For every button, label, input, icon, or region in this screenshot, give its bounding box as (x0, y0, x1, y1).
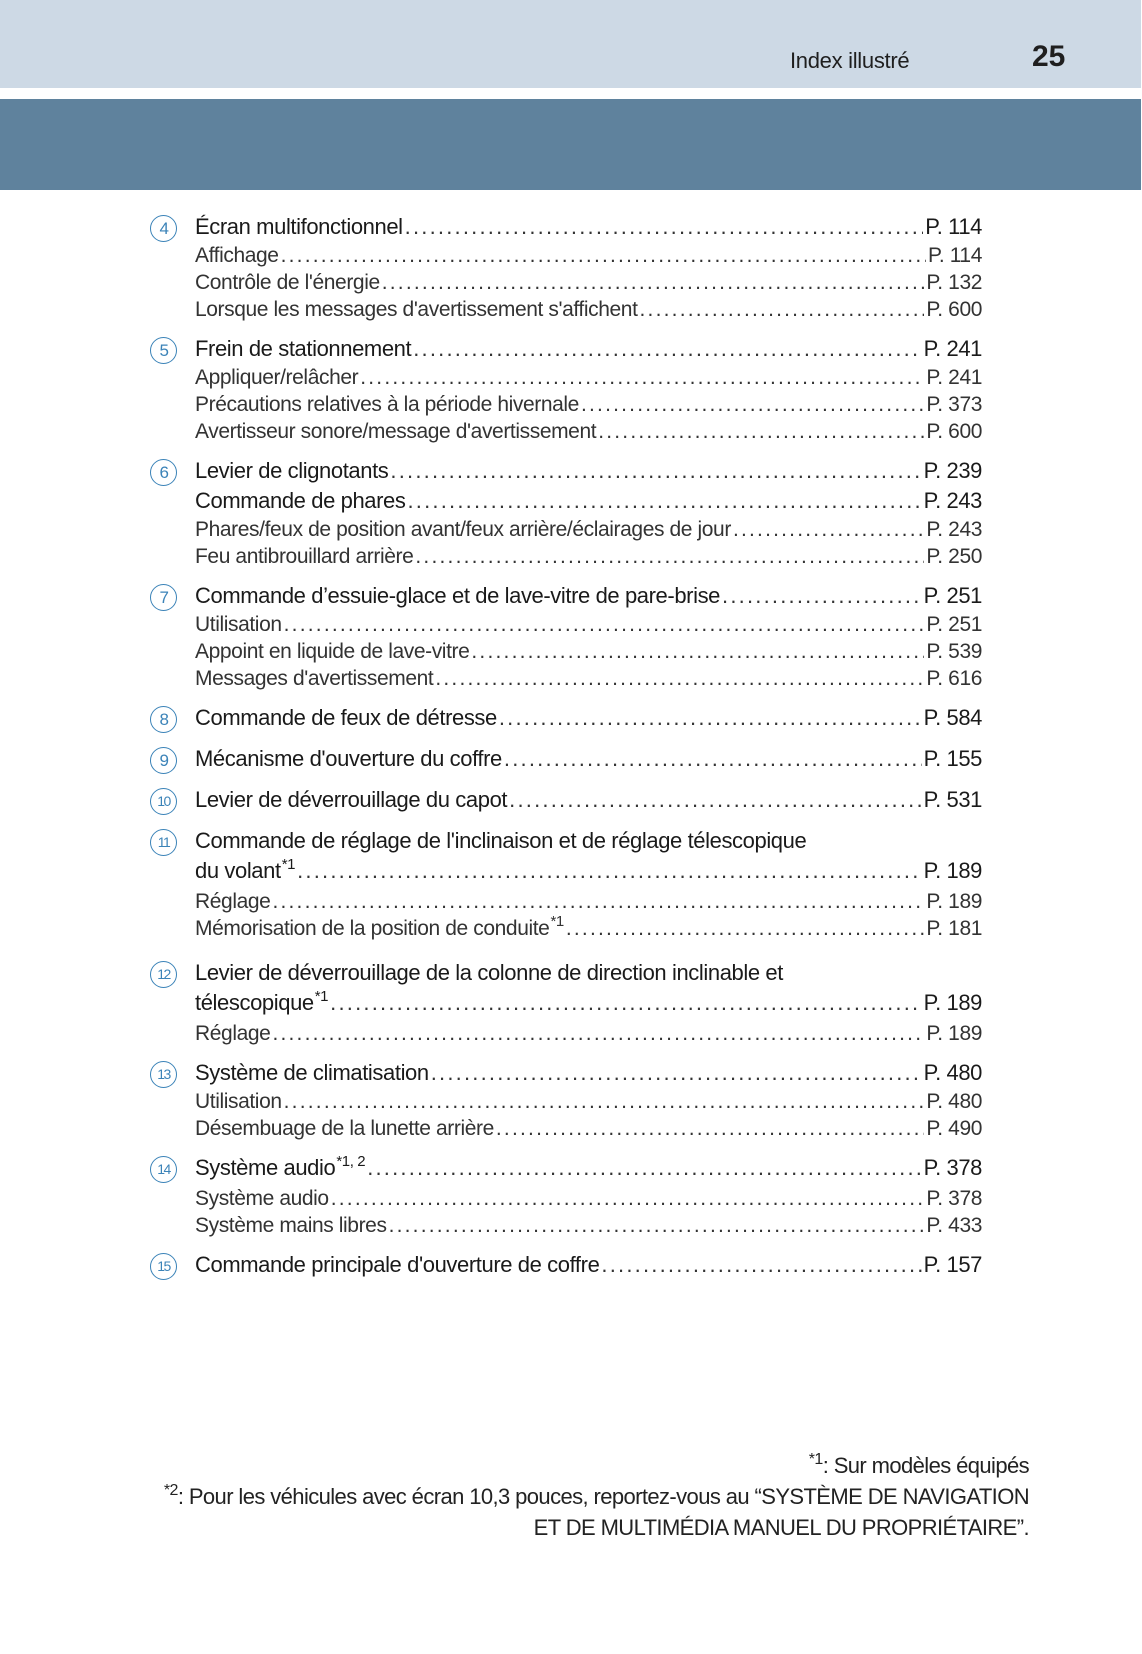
page-reference-link[interactable]: P. 189 (923, 858, 982, 883)
header-band (0, 0, 1141, 88)
page-reference-link[interactable]: P. 157 (923, 1252, 982, 1277)
dot-leader (382, 269, 925, 296)
entry-row[interactable] (195, 486, 982, 516)
sub-entry-label (195, 418, 596, 445)
footnotes (164, 1450, 1029, 1543)
label-text: Système audio (195, 1155, 336, 1180)
entry-row[interactable] (195, 1058, 982, 1088)
dot-leader (496, 1115, 925, 1142)
dot-leader (640, 296, 925, 323)
sub-entry-row[interactable] (195, 364, 982, 391)
footnote-line (164, 1450, 1029, 1481)
label-text: Feu antibrouillard arrière (195, 545, 414, 568)
dot-leader (284, 611, 925, 638)
sub-entry-label (195, 269, 380, 296)
index-entry (0, 958, 982, 1047)
label-text: télescopique (195, 990, 314, 1015)
page-reference-link[interactable]: P. 600 (926, 420, 982, 443)
page-reference-link[interactable]: P. 239 (923, 458, 982, 483)
entry-row[interactable] (195, 1250, 982, 1280)
entry-label (195, 1153, 365, 1183)
label-text: Affichage (195, 244, 279, 267)
number-circle-icon: 10 (150, 788, 177, 815)
number-circle-icon: 4 (150, 215, 177, 242)
entry-label (195, 744, 502, 774)
page-reference-link[interactable]: P. 539 (926, 640, 982, 663)
label-text: Commande de feux de détresse (195, 705, 497, 730)
number-circle-icon: 6 (150, 459, 177, 486)
label-text: Système audio (195, 1187, 329, 1210)
index-entry (0, 456, 982, 570)
entry-row[interactable] (195, 212, 982, 242)
number-circle-icon: 7 (150, 584, 177, 611)
page-reference-link[interactable]: P. 114 (927, 244, 982, 267)
dot-leader (581, 391, 924, 418)
entry-title-line: Levier de déverrouillage de la colonne de direction inclinable et (195, 960, 783, 985)
sub-entry-label (195, 516, 731, 543)
sub-entry-row[interactable] (195, 888, 982, 915)
label-text: Mémorisation de la position de conduite (195, 917, 550, 940)
page-reference-link[interactable]: P. 480 (923, 1060, 982, 1085)
footnote-mark: *1 (808, 1451, 823, 1468)
sub-entry-row[interactable] (195, 1185, 982, 1212)
entry-row[interactable] (195, 785, 982, 815)
sub-entry-row[interactable] (195, 391, 982, 418)
label-text: Avertisseur sonore/message d'avertissement (195, 420, 597, 443)
entry-row[interactable] (195, 334, 982, 364)
page-reference-link[interactable]: P. 250 (926, 545, 982, 568)
dot-leader (284, 1088, 925, 1115)
dot-leader (598, 418, 924, 445)
number-circle-icon: 14 (150, 1156, 177, 1183)
footnote-marker: *1 (550, 915, 564, 930)
page-reference-link[interactable]: P. 433 (926, 1214, 982, 1237)
sub-entry-row[interactable] (195, 1115, 982, 1142)
page-number: 25 (1032, 40, 1066, 73)
number-circle-icon: 13 (150, 1061, 177, 1088)
label-text: Contrôle de l'énergie (195, 271, 380, 294)
entry-label (195, 988, 328, 1018)
index-entry (0, 1250, 982, 1280)
entry-label (195, 1250, 599, 1280)
sub-entry-row[interactable] (195, 611, 982, 638)
page-reference-link[interactable]: P. 584 (923, 705, 982, 730)
index-entry (0, 212, 982, 323)
sub-entry-label (195, 888, 270, 915)
sub-entry-row[interactable] (195, 665, 982, 692)
label-text: Système mains libres (195, 1214, 387, 1237)
sub-entry-label (195, 1115, 494, 1142)
sub-entry-label (195, 296, 638, 323)
footnote-marker: *1 (314, 988, 329, 1005)
entry-label (195, 703, 497, 733)
page-reference-link[interactable]: P. 181 (926, 917, 982, 940)
dot-leader (297, 856, 922, 886)
index-entry (0, 744, 982, 774)
page-reference-link[interactable]: P. 189 (926, 890, 982, 913)
illustrated-index-list (0, 212, 1142, 1291)
dot-leader (272, 1020, 924, 1047)
sub-entry-label (195, 391, 579, 418)
dot-leader (435, 665, 924, 692)
page-reference-link[interactable]: P. 189 (926, 1022, 982, 1045)
entry-title-line: Commande de réglage de l'inclinaison et de réglage télescopique (195, 828, 807, 853)
index-entry (0, 1153, 982, 1239)
sub-entry-row[interactable] (195, 1088, 982, 1115)
dot-leader (331, 1185, 925, 1212)
sub-entry-row[interactable] (195, 1212, 982, 1239)
number-circle-icon: 5 (150, 337, 177, 364)
label-text: Messages d'avertissement (195, 667, 434, 690)
footnote-line (164, 1512, 1029, 1543)
sub-entry-row[interactable] (195, 915, 982, 947)
dot-leader (504, 744, 922, 774)
dot-leader (733, 516, 924, 543)
sub-entry-row[interactable] (195, 1020, 982, 1047)
index-entry (0, 1058, 982, 1142)
entry-label (195, 1058, 429, 1088)
dot-leader (389, 1212, 925, 1239)
footnote-text: : Sur modèles équipés (822, 1453, 1029, 1478)
page-reference-link[interactable]: P. 251 (926, 613, 982, 636)
sub-entry-row[interactable] (195, 242, 982, 269)
header-dark-band (0, 99, 1141, 190)
entry-row[interactable] (195, 856, 982, 888)
page-reference-link[interactable]: P. 243 (923, 488, 982, 513)
label-text: Levier de clignotants (195, 458, 389, 483)
number-circle-icon: 12 (150, 961, 177, 988)
label-text: Levier de déverrouillage du capot (195, 787, 508, 812)
dot-leader (509, 785, 921, 815)
label-text: Appoint en liquide de lave-vitre (195, 640, 470, 663)
sub-entry-row[interactable] (195, 638, 982, 665)
sub-entry-label (195, 611, 282, 638)
footnote-marker: *1, 2 (336, 1153, 366, 1170)
number-circle-icon: 9 (150, 747, 177, 774)
dot-leader (431, 1058, 922, 1088)
page-reference-link[interactable]: P. 155 (923, 746, 982, 771)
page-reference-link[interactable]: P. 378 (923, 1155, 982, 1180)
label-text: Utilisation (195, 1090, 282, 1113)
sub-entry-label (195, 638, 469, 665)
index-entry (0, 785, 982, 815)
index-entry (0, 581, 982, 692)
dot-leader (390, 456, 921, 486)
dot-leader (722, 581, 922, 611)
page-reference-link[interactable]: P. 243 (926, 518, 982, 541)
entry-row[interactable] (195, 703, 982, 733)
sub-entry-label (195, 1088, 282, 1115)
dot-leader (367, 1153, 921, 1183)
page-reference-link[interactable]: P. 251 (923, 583, 982, 608)
sub-entry-label (195, 364, 358, 391)
entry-label (195, 334, 411, 364)
footnote-text: : Pour les véhicules avec écran 10,3 pouces, reportez-vous au “SYSTÈME DE NAVIGATION (177, 1484, 1029, 1509)
label-text: Écran multifonctionnel (195, 214, 403, 239)
dot-leader (281, 242, 926, 269)
section-title: Index illustré (790, 48, 910, 73)
label-text: Commande d’essuie-glace et de lave-vitre de pare-brise (195, 583, 721, 608)
dot-leader (566, 915, 925, 942)
label-text: Précautions relatives à la période hivernale (195, 393, 579, 416)
sub-entry-label (195, 1185, 329, 1212)
entry-row[interactable] (195, 581, 982, 611)
entry-label (195, 581, 720, 611)
dot-leader (272, 888, 924, 915)
label-text: Réglage (195, 1022, 271, 1045)
sub-entry-label (195, 665, 433, 692)
sub-entry-label (195, 1020, 270, 1047)
number-circle-icon: 15 (150, 1253, 177, 1280)
sub-entry-row[interactable] (195, 269, 982, 296)
page-reference-link[interactable]: P. 531 (923, 787, 982, 812)
sub-entry-row[interactable] (195, 418, 982, 445)
index-entry (0, 703, 982, 733)
entry-label (195, 212, 403, 242)
label-text: Utilisation (195, 613, 282, 636)
sub-entry-row[interactable] (195, 516, 982, 543)
entry-label (195, 785, 507, 815)
page-reference-link[interactable]: P. 241 (923, 336, 982, 361)
page-reference-link[interactable]: P. 490 (926, 1117, 982, 1140)
sub-entry-row[interactable] (195, 543, 982, 570)
page-reference-link[interactable]: P. 189 (923, 990, 982, 1015)
footnote-text: ET DE MULTIMÉDIA MANUEL DU PROPRIÉTAIRE”. (533, 1515, 1029, 1540)
dot-leader (360, 364, 924, 391)
sub-entry-label (195, 543, 413, 570)
dot-leader (601, 1250, 921, 1280)
label-text: Appliquer/relâcher (195, 366, 359, 389)
number-circle-icon: 11 (150, 829, 177, 856)
entry-row[interactable] (195, 988, 982, 1020)
label-text: Réglage (195, 890, 271, 913)
entry-label (195, 486, 405, 516)
dot-leader (499, 703, 922, 733)
page-reference-link[interactable]: P. 616 (926, 667, 982, 690)
footnote-marker: *1 (281, 856, 296, 873)
page-reference-link[interactable]: P. 600 (926, 298, 982, 321)
label-text: Lorsque les messages d'avertissement s'affichent (195, 298, 638, 321)
page-reference-link[interactable]: P. 114 (925, 214, 982, 239)
number-circle-icon: 8 (150, 706, 177, 733)
label-text: Commande principale d'ouverture de coffre (195, 1252, 600, 1277)
label-text: Système de climatisation (195, 1060, 429, 1085)
page-reference-link[interactable]: P. 241 (926, 366, 982, 389)
dot-leader (413, 334, 921, 364)
footnote-mark: *2 (163, 1482, 178, 1499)
label-text: du volant (195, 858, 281, 883)
entry-row[interactable] (195, 456, 982, 486)
sub-entry-label (195, 1212, 387, 1239)
index-entry (0, 826, 982, 947)
label-text: Désembuage de la lunette arrière (195, 1117, 494, 1140)
dot-leader (471, 638, 924, 665)
label-text: Phares/feux de position avant/feux arrière/éclairages de jour (195, 518, 731, 541)
label-text: Frein de stationnement (195, 336, 412, 361)
index-entry (0, 334, 982, 445)
label-text: Mécanisme d'ouverture du coffre (195, 746, 502, 771)
dot-leader (415, 543, 924, 570)
label-text: Commande de phares (195, 488, 406, 513)
dot-leader (407, 486, 921, 516)
sub-entry-label (195, 242, 279, 269)
sub-entry-row[interactable] (195, 296, 982, 323)
entry-row[interactable] (195, 744, 982, 774)
page-reference-link[interactable]: P. 378 (926, 1187, 982, 1210)
dot-leader (405, 212, 924, 242)
page-reference-link[interactable]: P. 132 (926, 271, 982, 294)
entry-label (195, 856, 295, 886)
entry-label (195, 456, 388, 486)
page-reference-link[interactable]: P. 373 (926, 393, 982, 416)
sub-entry-label (195, 915, 564, 942)
footnote-line (164, 1481, 1029, 1512)
dot-leader (330, 988, 921, 1018)
page-reference-link[interactable]: P. 480 (926, 1090, 982, 1113)
entry-row[interactable] (195, 1153, 982, 1185)
